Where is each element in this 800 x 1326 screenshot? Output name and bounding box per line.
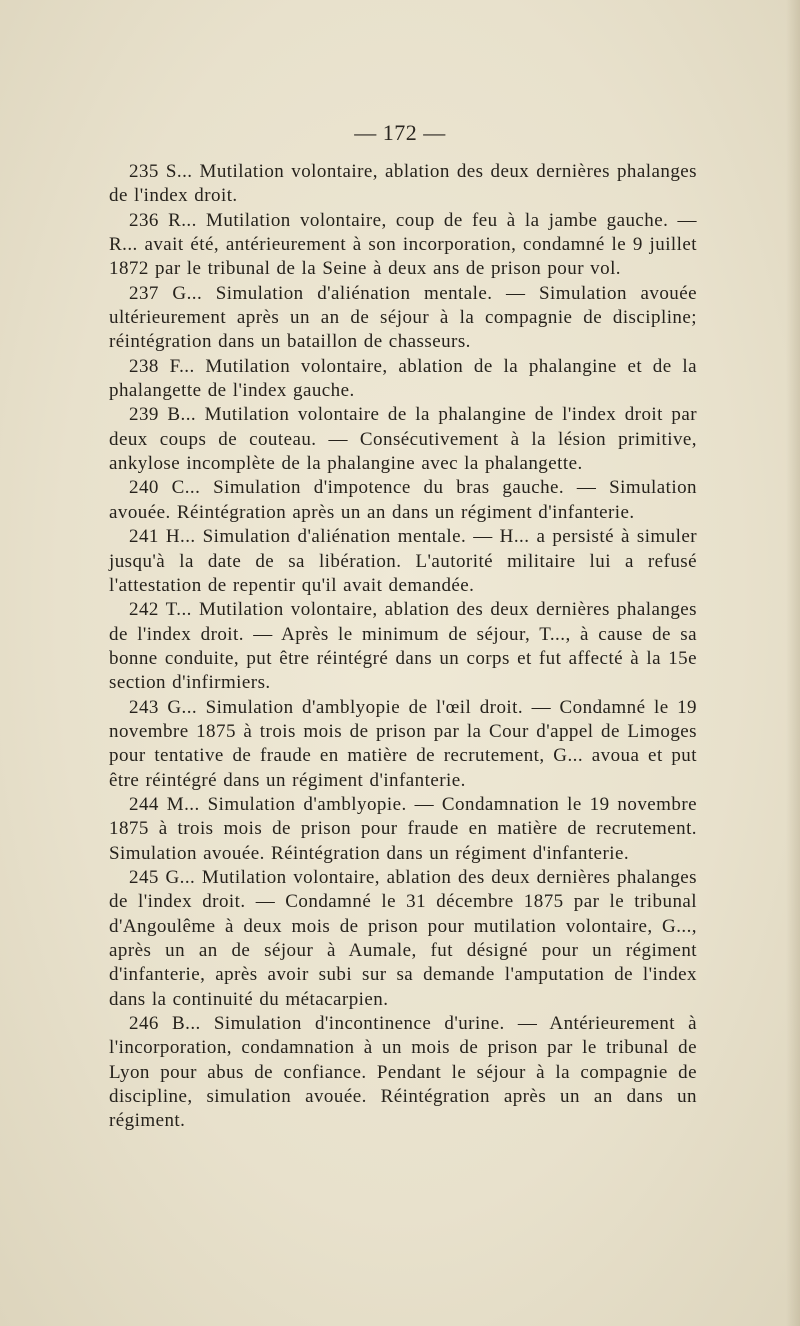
- page-number: — 172 —: [354, 120, 446, 145]
- page-edge-shadow: [786, 0, 800, 1326]
- entry-243: 243 G... Simulation d'amblyopie de l'œil droit. — Condamné le 19 novembre 1875 à trois mois de prison par la Cour d'appel de Limoges pour tentative de fraude en matière de recrutement, G... avoua et put être réintégré dans un régiment d'infanterie.: [109, 696, 697, 791]
- entry-246: 246 B... Simulation d'incontinence d'urine. — Antérieurement à l'incorporation, condamnation à un mois de prison par le tribunal de Lyon pour abus de confiance. Pendant le séjour à la compagnie de discipline, simulation avouée. Réintégration après un an dans un régiment.: [109, 1013, 697, 1132]
- text-body: [109, 160, 697, 1134]
- entry-245: 245 G... Mutilation volontaire, ablation des deux dernières phalanges de l'index droit. — Condamné le 31 décembre 1875 par le tribunal d'Angoulême à deux mois de prison pour mutilation volontaire, G..., après un an de séjour à Aumale, fut désigné pour un régiment d'infanterie, après avoir subi sur sa demande l'amputation de l'index dans la continuité du métacarpien.: [109, 866, 697, 1010]
- entry-237: 237 G... Simulation d'aliénation mentale. — Simulation avouée ultérieurement après un an de séjour à la compagnie de discipline; réintégration dans un bataillon de chasseurs.: [109, 282, 697, 353]
- entry-242: 242 T... Mutilation volontaire, ablation des deux dernières phalanges de l'index droit. — Après le minimum de séjour, T..., à cause de sa bonne conduite, put être réintégré dans un corps et fut affecté à la 15e section d'infirmiers.: [109, 599, 697, 694]
- entry-238: 238 F... Mutilation volontaire, ablation de la phalangine et de la phalangette de l'index gauche.: [109, 355, 697, 402]
- entry-240: 240 C... Simulation d'impotence du bras gauche. — Simulation avouée. Réintégration après un an dans un régiment d'infanterie.: [109, 477, 697, 523]
- entry-241: 241 H... Simulation d'aliénation mentale. — H... a persisté à simuler jusqu'à la date de sa libération. L'autorité militaire lui a refusé l'attestation de repentir qu'il avait demandée.: [109, 526, 697, 596]
- entry-236: 236 R... Mutilation volontaire, coup de feu à la jambe gauche. — R... avait été, antérieurement à son incorporation, condamné le 9 juillet 1872 par le tribunal de la Seine à deux ans de prison pour vol.: [109, 209, 697, 280]
- entry-239: 239 B... Mutilation volontaire de la phalangine de l'index droit par deux coups de couteau. — Consécutivement à la lésion primitive, ankylose incomplète de la phalangine avec la phalangette.: [109, 404, 697, 475]
- entry-244: 244 M... Simulation d'amblyopie. — Condamnation le 19 novembre 1875 à trois mois de prison pour fraude en matière de recrutement. Simulation avouée. Réintégration dans un régiment d'infanterie.: [109, 793, 697, 864]
- entry-235: 235 S... Mutilation volontaire, ablation des deux dernières phalanges de l'index droit.: [109, 161, 697, 207]
